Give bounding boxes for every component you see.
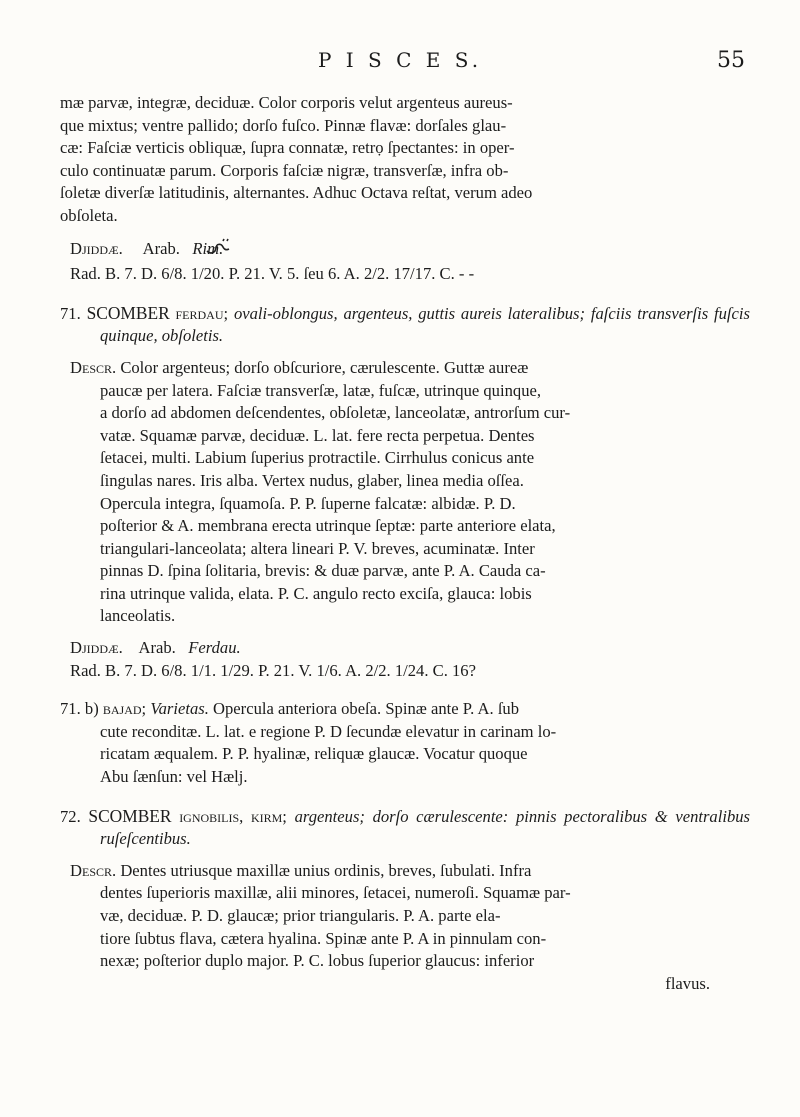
block1-line: culo continuatæ parum. Corporis faſciæ nigræ, transverſæ, infra ob- [60,160,509,180]
djidd-line [60,237,750,264]
descr-line: Color argenteus; dorſo obſcuriore, cærulescente. Guttæ aureæ [120,357,529,377]
arab-name: Ferdau. [188,638,241,658]
descr-line: triangulari-lanceolata; altera lineari P. V. breves, acuminatæ. Inter [100,538,535,558]
arab-label: Arab. [142,238,180,258]
species-number: 72. [60,806,81,826]
djidd-line [60,637,750,660]
block1-line: cæ: Faſciæ verticis obliquæ, ſupra connatæ, retrọ ſpectantes: in oper- [60,138,515,158]
trivial-name: bajad; [102,699,147,719]
descr-line: poſterior & A. membrana erecta utrinque ſeptæ: parte anteriore elata, [100,516,556,536]
block1-line: que mixtus; ventre pallido; dorſo fuſco. Pinnæ flavæ: dorſales glau- [60,115,507,135]
species-diagnosis: argenteus; dorſo cærulescente: pinnis pectoralibus & ventralibus ruſeſcentibus. [100,806,751,849]
block1-line: obſoleta. [60,205,118,225]
variety-label: Varietas. [150,699,209,719]
descr-line: væ, deciduæ. P. D. glaucæ; prior triangularis. P. A. parte ela- [100,906,501,925]
variety-line: Opercula anteriora obeſa. Spinæ ante P. A. ſub [213,699,520,719]
djidd-label: Djiddæ. [70,638,123,658]
descr-line: flavus. [665,973,710,993]
descr-line: Dentes utriusque maxillæ unius ordinis, breves, ſubulati. Infra [120,860,532,880]
page-text [60,92,750,995]
descr-line: Opercula integra, ſquamoſa. P. P. ſuperne falcatæ: albidæ. P. D. [100,493,516,513]
descr-line: vatæ. Squamæ parvæ, deciduæ. L. lat. fere recta perpetua. Dentes [100,425,535,445]
species-number: 71. [60,303,81,323]
page-number: 55 [717,48,745,73]
trivial-name: ferdau [175,303,224,323]
rad-line: Rad. B. 7. D. 6/8. 1/1. 1/29. P. 21. V. 1/6. A. 2/2. 1/24. C. 16? [70,660,476,680]
species-71-heading: 71. SCOMBER ferdau; ovali-oblongus, argenteus, guttis aureis lateralibus; faſciis transverſis fuſcis quinque, obſoletis. [60,302,750,346]
trivial-name: ignobilis, kirm; [179,806,287,826]
descr-71-first-line [60,357,750,380]
variety-line: cute reconditæ. L. lat. e regione P. D ſecundæ elevatur in carinam lo- [100,721,557,741]
descr-line: lanceolatis. [100,606,176,626]
block1-line: mæ parvæ, integræ, deciduæ. Color corporis velut argenteus aureus- [60,93,513,112]
arab-label: Arab. [138,638,176,658]
variety-number: 71. b) [60,699,99,719]
variety-71b-first-line [60,698,750,721]
descr-line: nexæ; poſterior duplo major. P. C. lobus ſuperior glaucus: inferior [100,951,535,971]
species-diagnosis: ovali-oblongus, argenteus, guttis aureis lateralibus; faſciis transverſis fuſcis quinque, obſoletis. [100,303,750,346]
block1-line: ſoletæ diverſæ latitudinis, alternantes. Adhuc Octava reſtat, verum adeo [60,183,533,203]
descr-label: Descr. [70,357,117,377]
djidd-label: Djiddæ. [70,238,123,258]
descr-line: ſetacei, multi. Labium ſuperius protractile. Cirrhulus conicus ante [100,448,535,468]
descr-line: tiore ſubtus flava, cætera hyalina. Spinæ ante P. A in pinnulam con- [100,928,547,948]
descr-72-first-line [60,860,750,883]
descr-label: Descr. [70,860,117,880]
variety-line: ricatam æqualem. P. P. hyalinæ, reliquæ glaucæ. Vocatur quoque [100,744,528,764]
descr-line: rina utrinque valida, elata. P. C. angulo recto exciſa, glauca: lobis [100,583,532,603]
descr-line: pinnas D. ſpina ſolitaria, brevis: & duæ parvæ, ante P. A. Cauda ca- [100,561,546,581]
running-title: P I S C E S. [317,48,483,72]
genus-name: SCOMBER [88,805,172,826]
arab-name: Rim. [192,238,224,258]
descr-line: paucæ per latera. Faſciæ transverſæ, latæ, fuſcæ, utrinque quinque, [100,380,541,400]
descr-line: a dorſo ad abdomen deſcendentes, obſoletæ, lanceolatæ, antrorſum cur- [100,403,571,423]
descr-line: dentes ſuperioris maxillæ, alii minores, ſetacei, numeroſi. Squamæ par- [100,883,571,903]
descr-line: ſingulas nares. Iris alba. Vertex nudus, glaber, linea media oſſea. [100,470,524,490]
rad-line: Rad. B. 7. D. 6/8. 1/20. P. 21. V. 5. ſeu 6. A. 2/2. 17/17. C. - - [70,264,475,284]
species-72-heading [60,805,750,851]
genus-name: SCOMBER [86,302,170,323]
variety-line: Abu ſænſun: vel Hælj. [100,767,248,787]
